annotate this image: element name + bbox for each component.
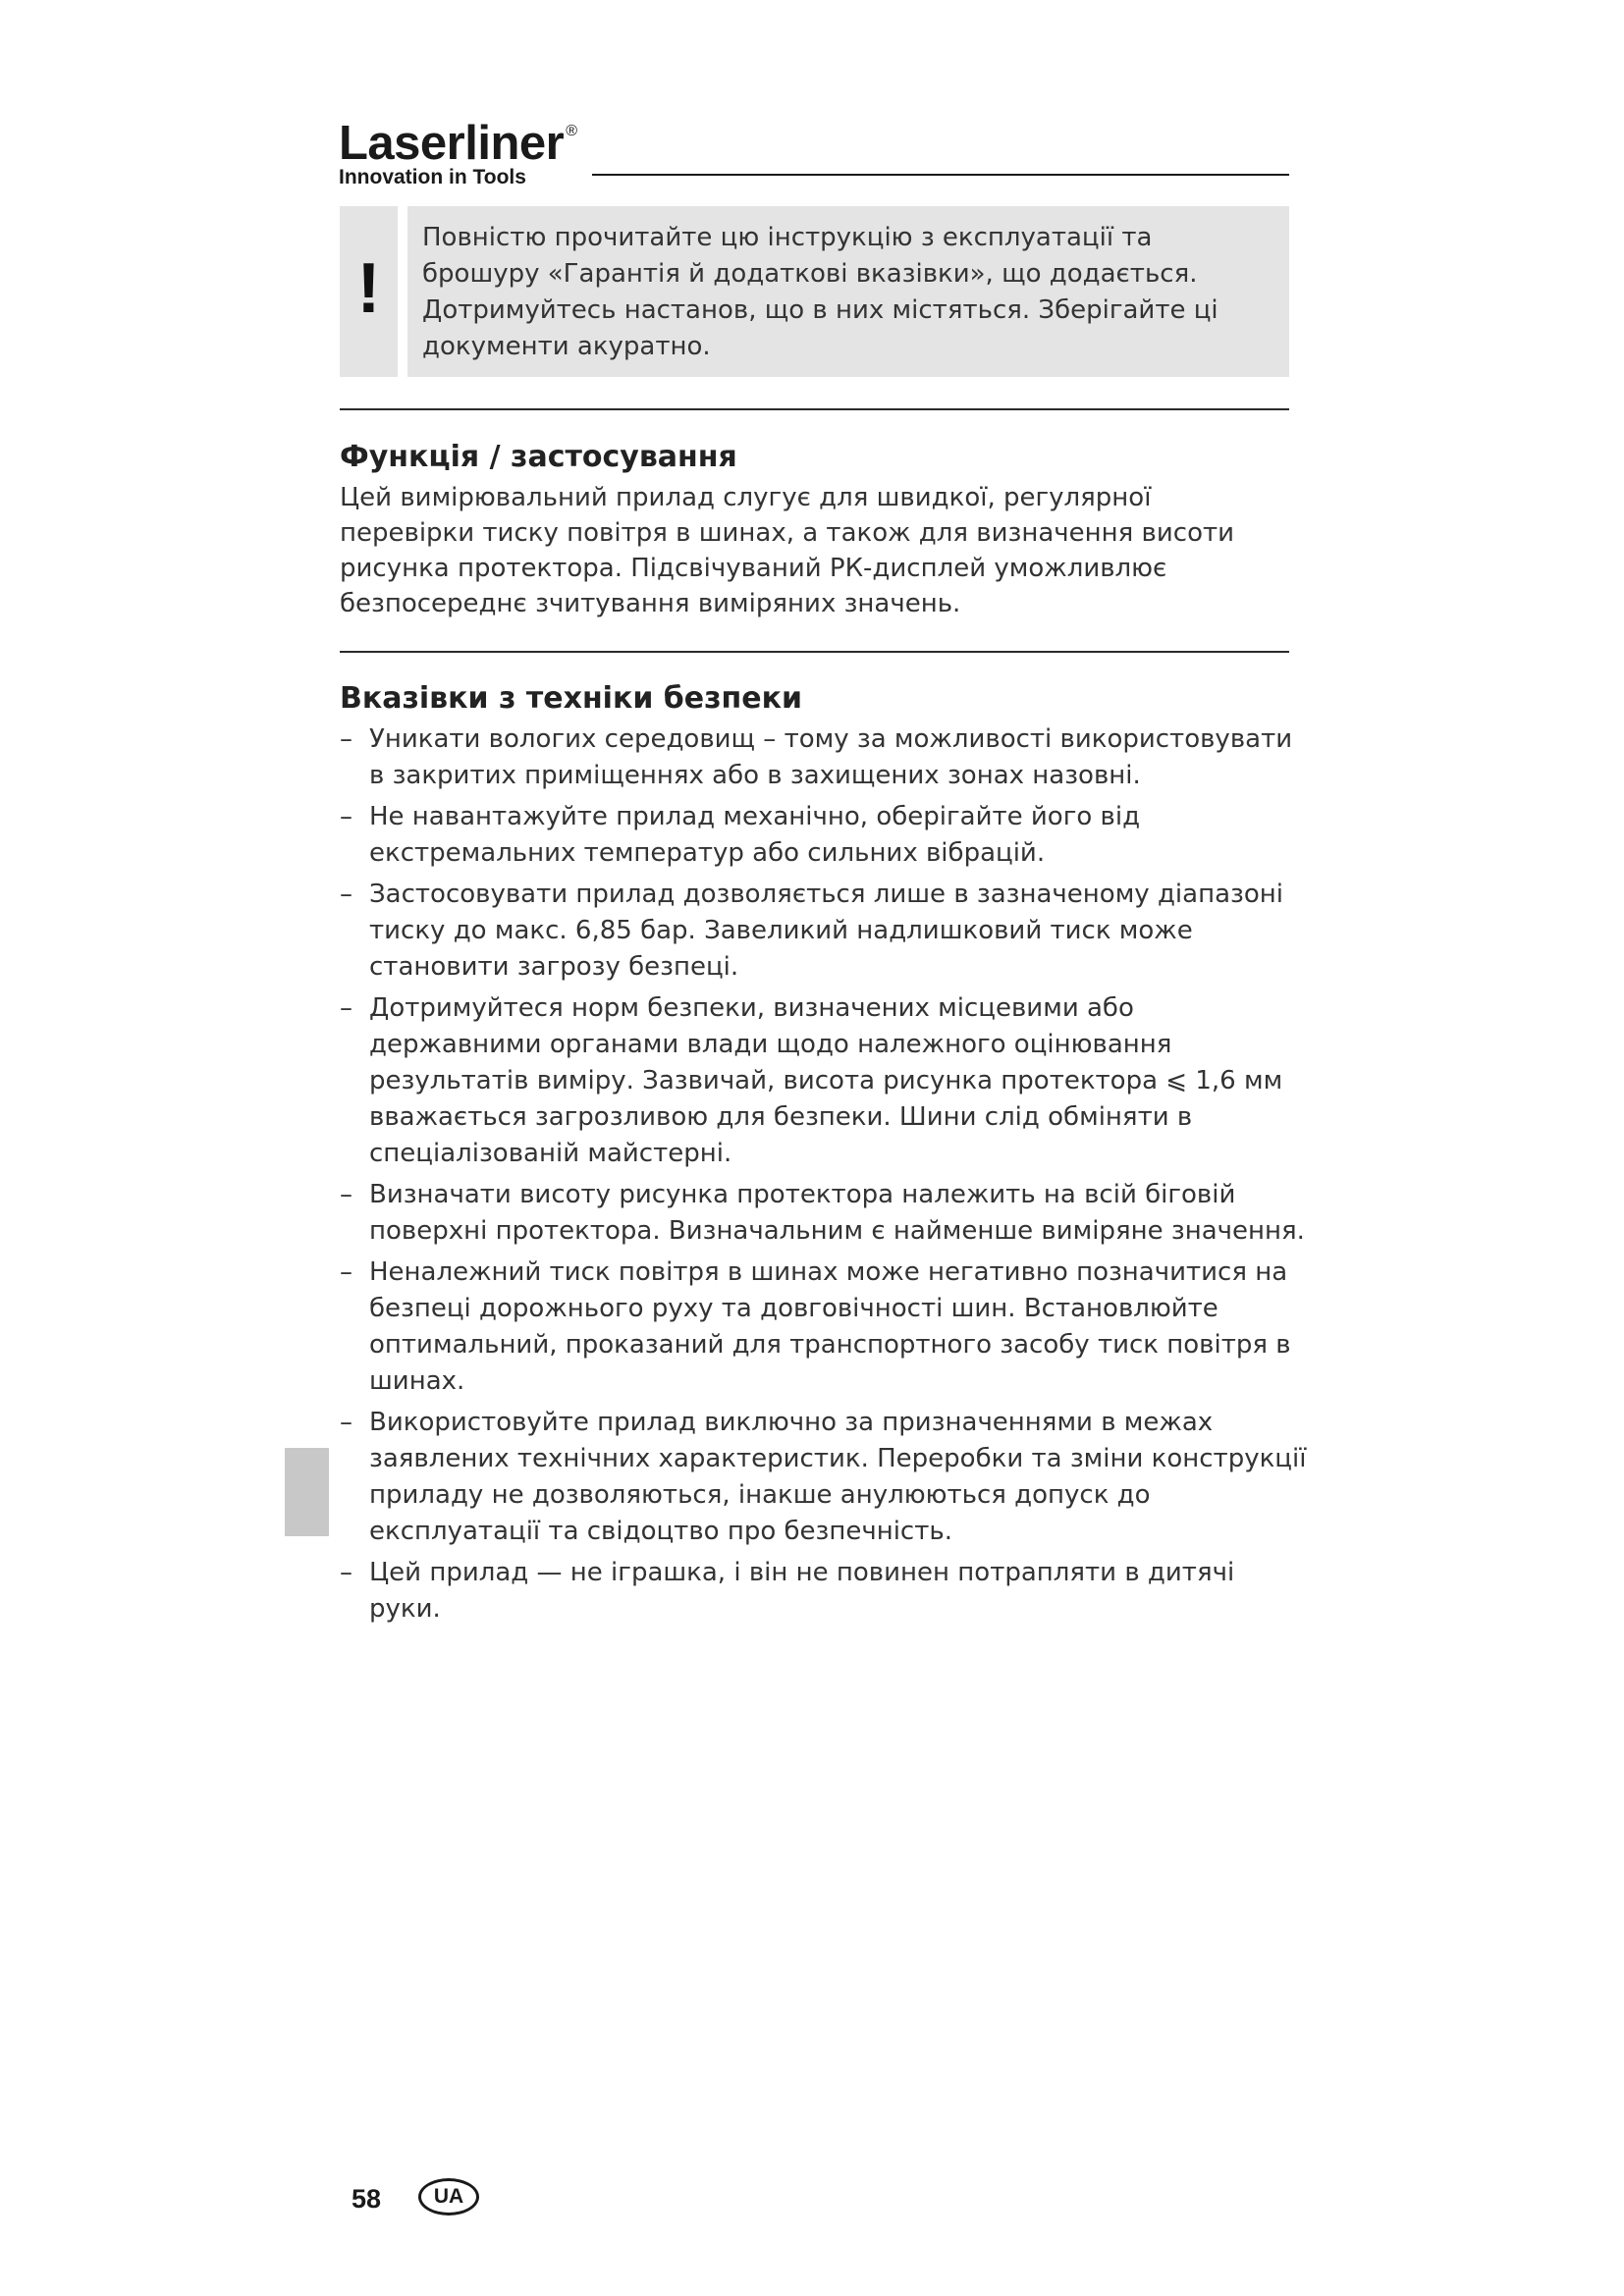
list-item-text: Застосовувати прилад дозволяється лише в зазначеному діапазоні тиску до макс. 6,85 бар. Завеликий надлишковий тиск може становити загрозу безпеці. bbox=[369, 880, 1283, 982]
brand-name bbox=[339, 106, 577, 169]
list-item bbox=[340, 799, 1312, 872]
safety-list bbox=[340, 721, 1312, 1632]
list-item bbox=[340, 1177, 1312, 1250]
list-item bbox=[340, 1255, 1312, 1400]
list-item-text: Визначати висоту рисунка протектора належить на всій біговій поверхні протектора. Визначальним є найменше виміряне значення. bbox=[369, 1180, 1305, 1246]
margin-tab-marker bbox=[285, 1448, 329, 1536]
safety-heading: Вказівки з техніки безпеки bbox=[340, 681, 802, 716]
notice-text: Повністю прочитайте цю інструкцію з експлуатації та брошуру «Гарантія й додаткові вказівки», що додається. Дотримуйтесь настанов, що в них містяться. Зберігайте ці документи акуратно. bbox=[407, 206, 1289, 377]
list-item-text: Неналежний тиск повітря в шинах може негативно позначитися на безпеці дорожнього руху та довговічності шин. Встановлюйте оптимальний, проказаний для транспортного засобу тиск повітря в шинах. bbox=[369, 1257, 1291, 1396]
section-divider bbox=[340, 651, 1289, 653]
list-item-text: Цей прилад — не іграшка, і він не повинен потрапляти в дитячі руки. bbox=[369, 1558, 1235, 1624]
list-item bbox=[340, 877, 1312, 986]
page-number: 58 bbox=[352, 2184, 382, 2214]
list-item bbox=[340, 1405, 1312, 1550]
language-badge: UA bbox=[418, 2178, 479, 2216]
list-item bbox=[340, 990, 1312, 1172]
registered-mark: ® bbox=[566, 123, 577, 139]
dash-bullet: – bbox=[340, 1180, 352, 1209]
dash-bullet: – bbox=[340, 993, 352, 1023]
list-item-text: Дотримуйтеся норм безпеки, визначених місцевими або державними органами влади щодо належного оцінювання результатів виміру. Зазвичай, висота рисунка протектора ⩽ 1,6 мм вважається загрозливою для безпеки. Шини слід обміняти в спеціалізованій майстерні. bbox=[369, 993, 1283, 1168]
dash-bullet: – bbox=[340, 880, 352, 909]
list-item bbox=[340, 1555, 1312, 1628]
notice-marker bbox=[340, 206, 398, 377]
brand-tagline: Innovation in Tools bbox=[339, 166, 526, 188]
dash-bullet: – bbox=[340, 1558, 352, 1587]
exclamation-icon: ! bbox=[356, 249, 381, 328]
list-item-text: Використовуйте прилад виключно за призначеннями в межах заявлених технічних характеристик. Переробки та зміни конструкції приладу не дозволяються, інакше анулюються допуск до експлуатації та свідоцтво про безпечність. bbox=[369, 1408, 1307, 1546]
dash-bullet: – bbox=[340, 1408, 352, 1437]
list-item bbox=[340, 721, 1312, 794]
brand-name-text: Laserliner bbox=[339, 117, 565, 170]
function-heading: Функція / застосування bbox=[340, 440, 737, 474]
dash-bullet: – bbox=[340, 724, 352, 754]
header-rule bbox=[592, 174, 1289, 176]
dash-bullet: – bbox=[340, 802, 352, 831]
section-divider bbox=[340, 408, 1289, 410]
brand-logo bbox=[339, 106, 577, 188]
list-item-text: Уникати вологих середовищ – тому за можливості використовувати в закритих приміщеннях або в захищених зонах назовні. bbox=[369, 724, 1293, 790]
dash-bullet: – bbox=[340, 1257, 352, 1287]
list-item-text: Не навантажуйте прилад механічно, оберігайте його від екстремальних температур або сильних вібрацій. bbox=[369, 802, 1141, 868]
function-body: Цей вимірювальний прилад слугує для швидкої, регулярної перевірки тиску повітря в шинах, а також для визначення висоти рисунка протектора. Підсвічуваний РК-дисплей уможливлює безпосереднє зчитування виміряних значень. bbox=[340, 483, 1235, 618]
